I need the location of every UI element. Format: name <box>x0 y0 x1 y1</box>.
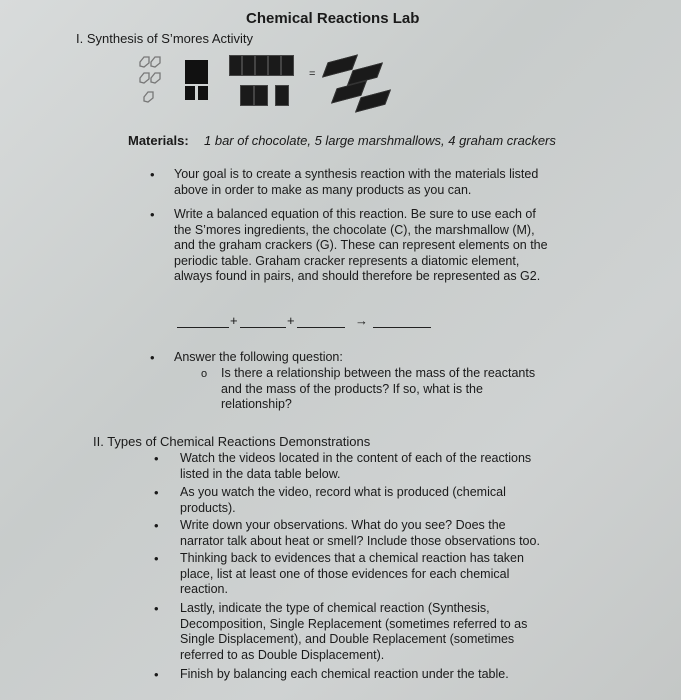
marshmallow-icon <box>281 55 294 76</box>
marshmallow-icon <box>275 85 289 106</box>
observations-item <box>180 518 540 549</box>
reaction-type-item <box>180 601 527 663</box>
sub-bullet-icon: o <box>201 368 208 380</box>
chocolate-icon <box>185 60 208 84</box>
chocolate-icon <box>185 86 195 100</box>
text-line: products). <box>180 500 236 515</box>
question-text <box>221 366 535 413</box>
marshmallow-icon <box>240 85 254 106</box>
reactant-blank[interactable] <box>177 327 229 328</box>
product-blank[interactable] <box>373 327 431 328</box>
bullet-icon: • <box>154 601 159 616</box>
record-products-item <box>180 485 506 516</box>
text-line: referred to as Double Displacement). <box>180 647 385 662</box>
marshmallow-icon <box>242 55 255 76</box>
section-2-heading: II. Types of Chemical Reactions Demonstrations <box>93 434 371 449</box>
reactant-blank[interactable] <box>297 327 345 328</box>
text-line: reaction. <box>180 582 228 597</box>
text-line: always found in pairs, and should therefore be represented as G2. <box>174 269 541 284</box>
text-line: Write a balanced equation of this reaction. Be sure to use each of <box>174 207 536 221</box>
watch-videos-item <box>180 451 531 482</box>
evidence-item <box>180 551 524 598</box>
text-line: Is there a relationship between the mass of the reactants <box>221 366 536 380</box>
bullet-icon: • <box>150 207 155 222</box>
text-line: Your goal is to create a synthesis reaction with the materials listed <box>174 167 539 181</box>
text-line: and the graham crackers (G). These can represent elements on the <box>174 238 548 253</box>
text-line: above in order to make as many products as you can. <box>174 182 472 197</box>
marshmallow-icon <box>268 55 281 76</box>
bullet-icon: • <box>154 485 159 500</box>
text-line: Decomposition, Single Replacement (sometimes referred to as <box>180 616 528 631</box>
chocolate-icon <box>198 86 208 100</box>
marshmallow-icon <box>254 85 268 106</box>
text-line: the S’mores ingredients, the chocolate (C), the marshmallow (M), <box>174 222 535 237</box>
text-line: place, list at least one of those evidences for each chemical <box>180 566 510 581</box>
marshmallow-outline-icons <box>138 55 162 111</box>
arrow-icon: → <box>355 313 368 328</box>
text-line: Lastly, indicate the type of chemical reaction (Synthesis, <box>180 601 490 615</box>
plus-sign: + <box>287 313 295 328</box>
question-label: Answer the following question: <box>174 350 343 364</box>
bullet-icon: • <box>154 551 159 566</box>
text-line: Watch the videos located in the content of each of the reactions <box>180 451 532 465</box>
text-line: and the mass of the products? If so, what is the <box>221 381 483 396</box>
text-line: narrator talk about heat or smell? Include those observations too. <box>180 533 540 548</box>
equation-instructions <box>174 207 548 285</box>
bullet-icon: • <box>150 167 155 182</box>
bullet-icon: • <box>150 350 155 365</box>
marshmallow-icon <box>255 55 268 76</box>
text-line: listed in the data table below. <box>180 466 341 481</box>
page-title: Chemical Reactions Lab <box>246 10 420 27</box>
balance-item <box>180 667 509 683</box>
marshmallow-icon <box>229 55 242 76</box>
text-line: periodic table. Graham cracker represents a diatomic element, <box>174 253 520 268</box>
bullet-icon: • <box>154 518 159 533</box>
goal-paragraph <box>174 167 538 198</box>
text-line: Finish by balancing each chemical reaction under the table. <box>180 667 509 681</box>
text-line: Write down your observations. What do you see? Does the <box>180 518 506 532</box>
reactant-blank[interactable] <box>240 327 286 328</box>
text-line: relationship? <box>221 397 292 412</box>
text-line: Single Displacement), and Double Replacement (sometimes <box>180 632 515 647</box>
bullet-icon: • <box>154 667 159 682</box>
text-line: Thinking back to evidences that a chemical reaction has taken <box>180 551 524 565</box>
plus-sign: + <box>230 313 238 328</box>
materials-list: 1 bar of chocolate, 5 large marshmallows, 4 graham crackers <box>204 133 556 148</box>
section-1-heading: I. Synthesis of S’mores Activity <box>76 31 254 46</box>
bullet-icon: • <box>154 451 159 466</box>
text-line: As you watch the video, record what is produced (chemical <box>180 485 506 499</box>
equals-sign: = <box>309 68 316 80</box>
materials-label: Materials: <box>128 133 189 148</box>
